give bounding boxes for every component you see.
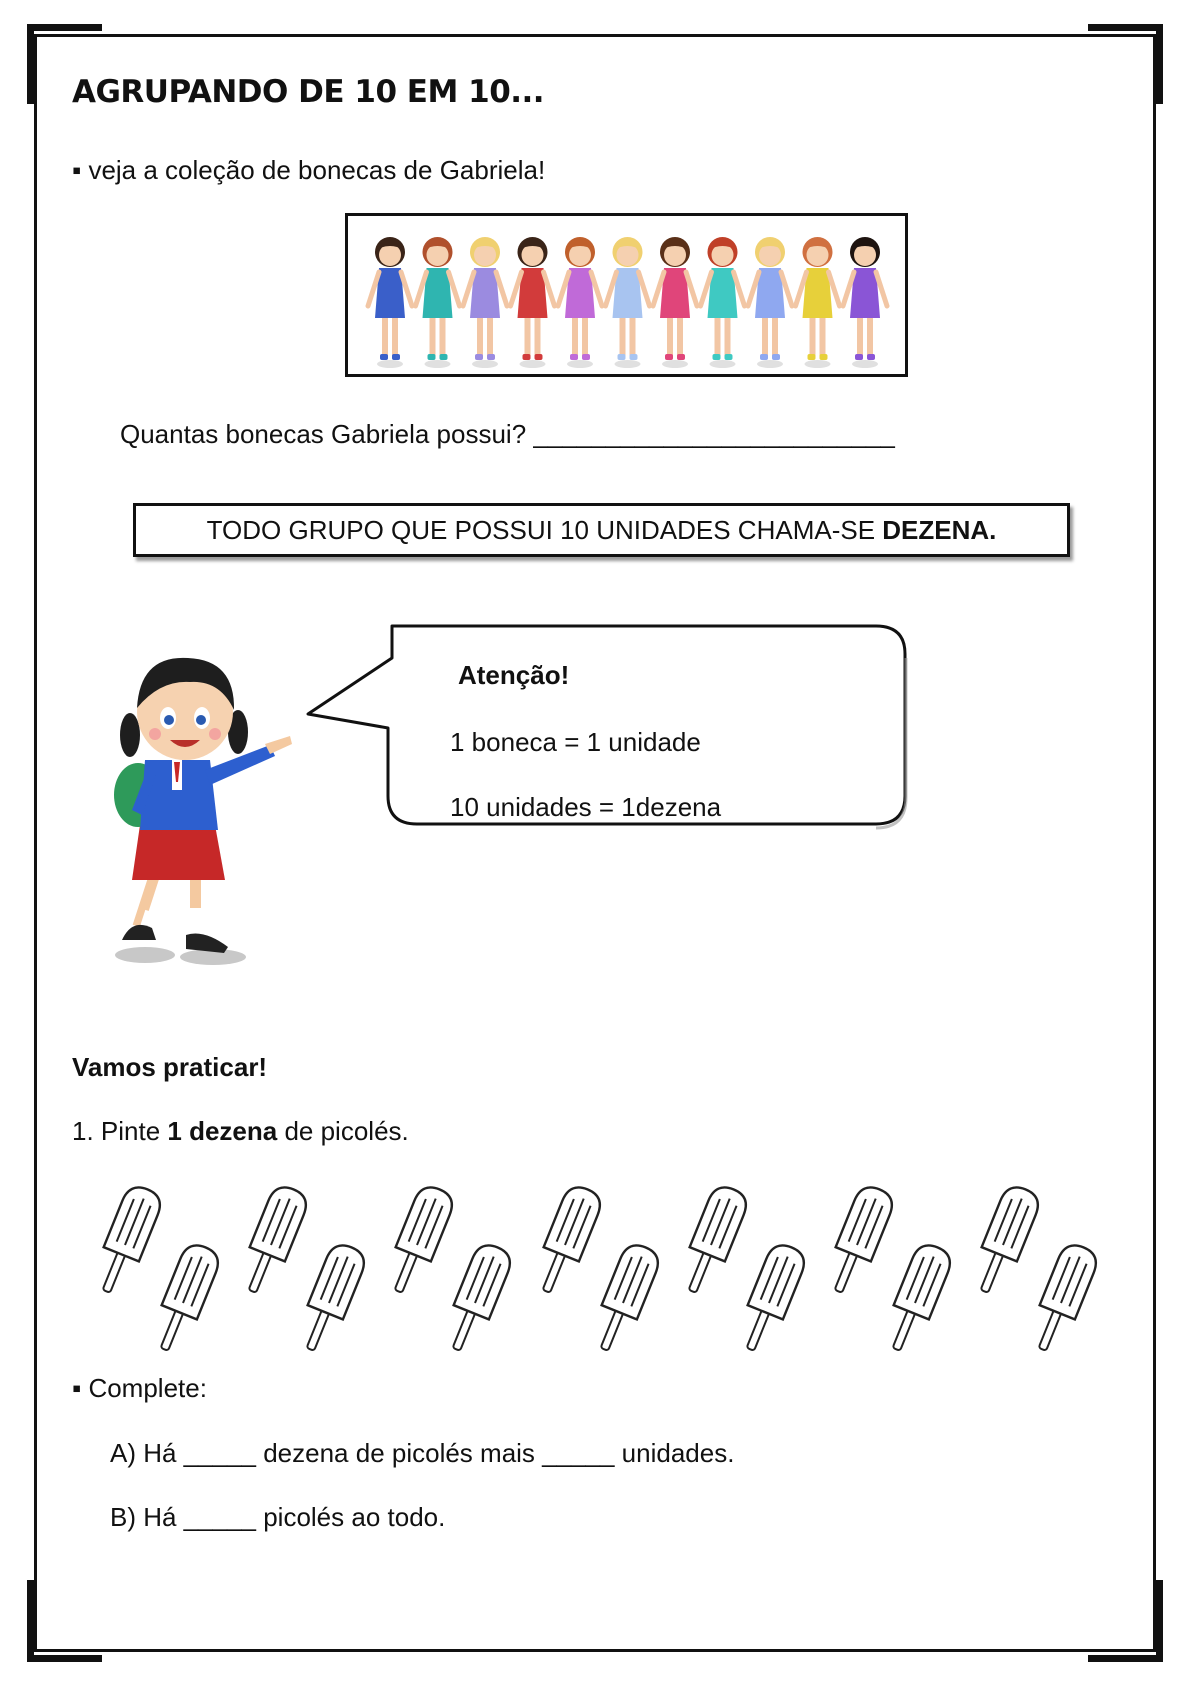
doll	[606, 237, 650, 368]
corner-mark-tr-h	[1088, 24, 1163, 31]
intro-text: ▪ veja a coleção de bonecas de Gabriela!	[72, 155, 546, 185]
definition-bold: DEZENA.	[882, 515, 997, 545]
popsicle[interactable]	[1025, 1240, 1101, 1356]
corner-mark-br-h	[1088, 1655, 1163, 1662]
bubble-line-2: 10 unidades = 1dezena	[450, 792, 722, 822]
corner-mark-tr-v	[1156, 24, 1163, 104]
complete-a[interactable]: A) Há _____ dezena de picolés mais _____ unidades.	[110, 1438, 735, 1468]
popsicle[interactable]	[733, 1240, 809, 1356]
popsicle[interactable]	[529, 1182, 605, 1298]
doll	[368, 237, 412, 368]
doll	[796, 237, 840, 368]
corner-mark-tl-v	[27, 24, 34, 104]
popsicle[interactable]	[821, 1182, 897, 1298]
doll	[748, 237, 792, 368]
question-line	[120, 419, 895, 450]
girl-illustration	[110, 650, 310, 970]
doll	[416, 237, 460, 368]
item1-bold: 1 dezena	[167, 1116, 278, 1146]
popsicle[interactable]	[293, 1240, 369, 1356]
popsicle[interactable]	[675, 1182, 751, 1298]
corner-mark-tl-h	[27, 24, 102, 31]
corner-mark-br-v	[1156, 1580, 1163, 1662]
doll	[511, 237, 555, 368]
corner-mark-bl-h	[27, 1655, 102, 1662]
bubble-heading: Atenção!	[458, 660, 570, 690]
definition-text: TODO GRUPO QUE POSSUI 10 UNIDADES CHAMA-SE	[206, 515, 883, 545]
definition-box	[133, 503, 1070, 557]
answer-blank[interactable]: _________________________	[533, 419, 895, 449]
bubble-line-1: 1 boneca = 1 unidade	[450, 727, 701, 757]
page-title: AGRUPANDO DE 10 EM 10...	[72, 74, 545, 110]
practice-heading: Vamos praticar!	[72, 1052, 268, 1082]
popsicle[interactable]	[587, 1240, 663, 1356]
popsicle[interactable]	[879, 1240, 955, 1356]
corner-mark-bl-v	[27, 1580, 34, 1662]
doll	[558, 237, 602, 368]
popsicles-illustration	[70, 1175, 1110, 1365]
doll	[843, 237, 887, 368]
complete-b[interactable]: B) Há _____ picolés ao todo.	[110, 1502, 446, 1532]
popsicle[interactable]	[147, 1240, 223, 1356]
popsicle[interactable]	[439, 1240, 515, 1356]
popsicle[interactable]	[381, 1182, 457, 1298]
doll	[653, 237, 697, 368]
question-text: Quantas bonecas Gabriela possui?	[120, 419, 527, 449]
doll	[701, 237, 745, 368]
dolls-picture	[345, 213, 908, 377]
practice-item-1	[72, 1116, 409, 1147]
item1-post: de picolés.	[277, 1116, 409, 1146]
item1-pre: 1. Pinte	[72, 1116, 168, 1146]
popsicle[interactable]	[89, 1182, 165, 1298]
dolls-illustration	[348, 216, 905, 374]
popsicle[interactable]	[235, 1182, 311, 1298]
complete-label: ▪ Complete:	[72, 1373, 207, 1403]
popsicle[interactable]	[967, 1182, 1043, 1298]
doll	[463, 237, 507, 368]
